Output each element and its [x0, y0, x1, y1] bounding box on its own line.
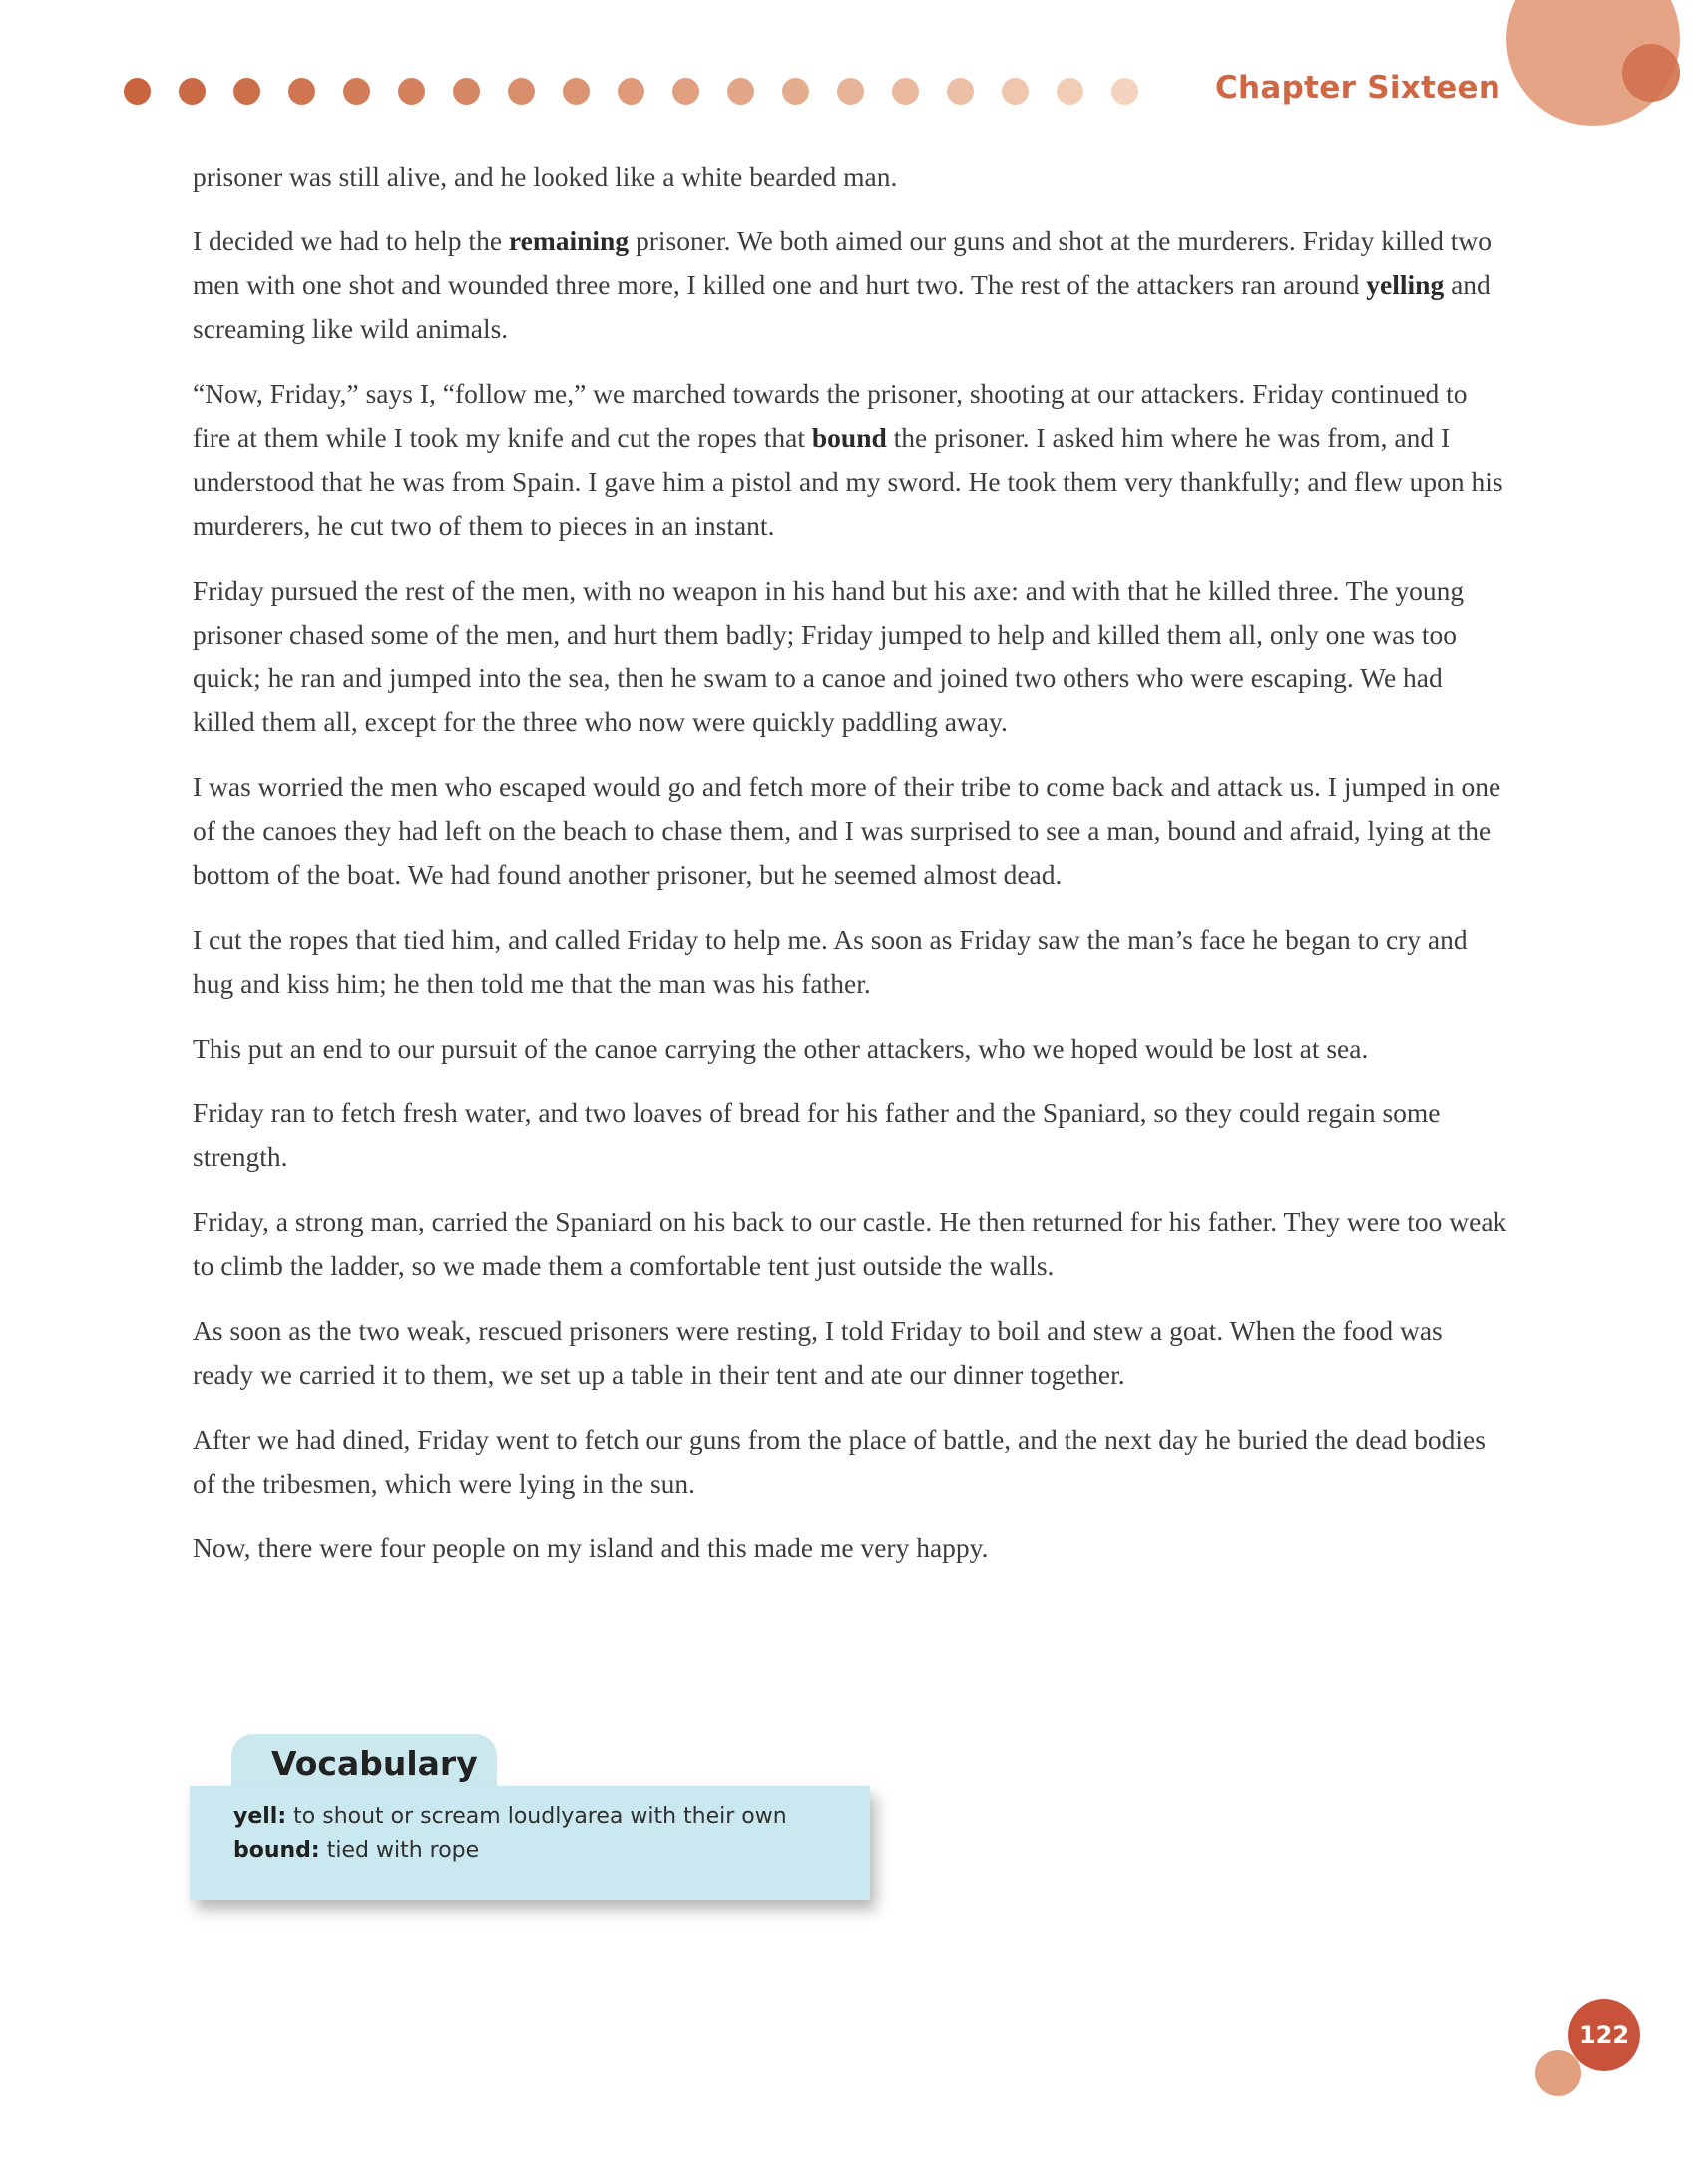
- story-paragraph: [193, 219, 1509, 351]
- text-run: Now, there were four people on my island and this made me very happy.: [193, 1532, 989, 1563]
- text-run: Friday pursued the rest of the men, with no weapon in his hand but his axe: and with that he killed three. The young prisoner chased some of the men, and hurt them badly; Friday jumped to help and killed them all, only one was too quick; he ran and jumped into the sea, then he swam to a canoe and joined two others who were escaping. We had killed them all, except for the three who now were quickly paddling away.: [193, 575, 1465, 737]
- story-paragraph: [193, 569, 1509, 744]
- decorative-dot: [508, 78, 535, 105]
- story-paragraph: [193, 918, 1509, 1006]
- story-paragraph: [193, 1027, 1509, 1071]
- story-paragraph: [193, 1200, 1509, 1288]
- story-text: [193, 155, 1509, 1591]
- text-run: the prisoner. I asked him where he was from, and I understood that he was from Spain. I gave him a pistol and my sword. He took them very thankfully; and flew upon his murderers, he cut two of them to pieces in an instant.: [193, 422, 1503, 541]
- decorative-dot: [947, 78, 974, 105]
- page-number-decoration: [1535, 2050, 1581, 2096]
- text-run: I decided we had to help the: [193, 225, 509, 256]
- vocabulary-entry: [233, 1804, 787, 1829]
- decorative-dot: [233, 78, 260, 105]
- decorative-dot: [727, 78, 754, 105]
- decorative-dot: [179, 78, 206, 105]
- story-paragraph: [193, 1309, 1509, 1397]
- story-paragraph: [193, 1092, 1509, 1179]
- text-run: I was worried the men who escaped would go and fetch more of their tribe to come back and attack us. I jumped in one of the canoes they had left on the beach to chase them, and I was surprised to see a man, bound and afraid, lying at the bottom of the boat. We had found another prisoner, but he seemed almost dead.: [193, 771, 1501, 890]
- page-number-badge: [1568, 1999, 1640, 2071]
- decorative-dot: [782, 78, 809, 105]
- vocabulary-word: yelling: [1366, 269, 1445, 300]
- decorative-dot: [672, 78, 699, 105]
- decorative-dot: [1111, 78, 1138, 105]
- story-paragraph: [193, 765, 1509, 897]
- vocabulary-word: bound: [811, 422, 887, 453]
- decorative-dot: [288, 78, 315, 105]
- text-run: and screaming like wild animals.: [193, 269, 1491, 344]
- vocabulary-box: [190, 1734, 870, 1900]
- text-run: “Now, Friday,” says I, “follow me,” we marched towards the prisoner, shooting at our attackers. Friday continued to fire at them while I took my knife and cut the ropes that: [193, 378, 1468, 453]
- vocabulary-panel: [190, 1786, 870, 1900]
- vocabulary-term: yell:: [233, 1804, 287, 1829]
- text-run: prisoner. We both aimed our guns and shot at the murderers. Friday killed two men with one shot and wounded three more, I killed one and hurt two. The rest of the attackers ran around: [193, 225, 1493, 300]
- vocabulary-definition: tied with rope: [319, 1838, 480, 1863]
- decorative-circle-small: [1622, 44, 1680, 102]
- vocabulary-term: bound:: [233, 1838, 320, 1863]
- decorative-dot: [398, 78, 425, 105]
- page-number: 122: [1578, 2021, 1630, 2049]
- vocabulary-definition: to shout or scream loudlyarea with their own: [286, 1804, 787, 1829]
- text-run: I cut the ropes that tied him, and called Friday to help me. As soon as Friday saw the man’s face he began to cry and hug and kiss him; he then told me that the man was his father.: [193, 924, 1468, 999]
- vocabulary-word: remaining: [508, 225, 630, 256]
- decorative-dot: [618, 78, 644, 105]
- story-paragraph: [193, 1418, 1509, 1506]
- decorative-dot: [837, 78, 864, 105]
- decorative-dot: [1057, 78, 1083, 105]
- story-paragraph: [193, 372, 1509, 548]
- decorative-dot: [124, 78, 151, 105]
- story-paragraph: [193, 155, 1509, 199]
- page-header: [0, 0, 1707, 140]
- vocabulary-entry: [233, 1838, 479, 1863]
- text-run: After we had dined, Friday went to fetch our guns from the place of battle, and the next day he buried the dead bodies of the tribesmen, which were lying in the sun.: [193, 1424, 1486, 1499]
- text-run: Friday ran to fetch fresh water, and two loaves of bread for his father and the Spaniard, so they could regain some strength.: [193, 1097, 1441, 1172]
- decorative-dot: [1002, 78, 1029, 105]
- decorative-dot: [892, 78, 919, 105]
- decorative-dot: [453, 78, 480, 105]
- chapter-title: Chapter Sixteen: [1215, 70, 1501, 106]
- text-run: prisoner was still alive, and he looked like a white bearded man.: [193, 161, 898, 192]
- decorative-dot-row: [124, 78, 1141, 106]
- text-run: Friday, a strong man, carried the Spaniard on his back to our castle. He then returned for his father. They were too weak to climb the ladder, so we made them a comfortable tent just outside the walls.: [193, 1206, 1507, 1281]
- vocabulary-title: Vocabulary: [271, 1744, 478, 1783]
- text-run: As soon as the two weak, rescued prisoners were resting, I told Friday to boil and stew a goat. When the food was ready we carried it to them, we set up a table in their tent and ate our dinner together.: [193, 1315, 1443, 1390]
- story-paragraph: [193, 1527, 1509, 1570]
- text-run: This put an end to our pursuit of the canoe carrying the other attackers, who we hoped would be lost at sea.: [193, 1033, 1369, 1064]
- decorative-dot: [563, 78, 590, 105]
- decorative-dot: [343, 78, 370, 105]
